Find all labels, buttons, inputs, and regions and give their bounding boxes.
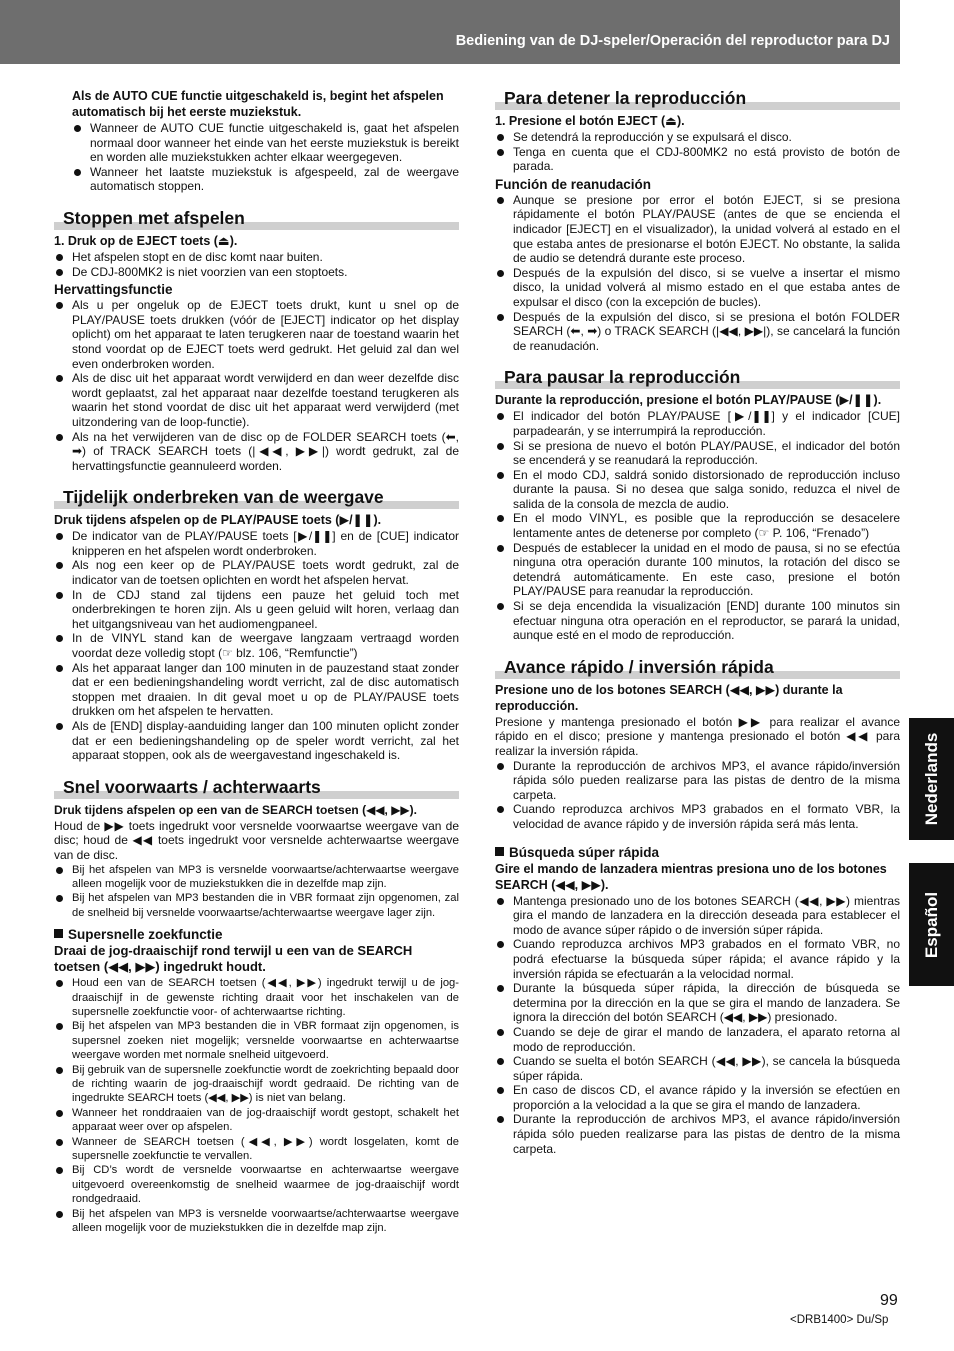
list-item: Después de establecer la unidad en el modo de pausa, si no se efectúa ninguna otra operación durante 100 minutos, la rotación del disco se detendrá automáticamente. En este caso, presione el botón PLAY/PAUSE para reanudar la reproducción. — [495, 541, 900, 599]
intro-heading: Als de AUTO CUE functie uitgeschakeld is, begint het afspelen automatisch bij het eerste muziekstuk. — [72, 89, 444, 119]
list-item: En el modo VINYL, es posible que la reproducción se desacelere lentamente antes de detenerse por completo (☞ P. 106, “Frenado”) — [495, 511, 900, 540]
section-title: Para detener la reproducción — [495, 88, 900, 110]
step: Druk tijdens afspelen op een van de SEARCH toetsen (◀◀, ▶▶). — [54, 802, 417, 817]
list-item: Si se presiona de nuevo el botón PLAY/PAUSE, el indicador del botón se encenderá y se reanudará la reproducción. — [495, 439, 900, 468]
list-item: Si se deja encendida la visualización [END] durante 100 minutos sin efectuar ninguna otra operación en el reproductor, se parará la unidad, aunque esté en el modo de reproducción. — [495, 599, 900, 643]
column-spanish — [495, 88, 900, 1156]
document-code: <DRB1400> Du/Sp — [790, 1314, 889, 1326]
list-item: Bij CD’s wordt de versnelde voorwaartse en achterwaartse weergave uitgevoerd overeenkomstig de snelheid waarmee de jog-draaischijf wordt rondgedraaid. — [54, 1163, 459, 1206]
side-tab-label: Nederlands — [921, 732, 941, 826]
list-item: Als de [END] display-aanduiding langer dan 100 minuten oplicht zonder dat er een bedieningshandeling op de speler wordt verricht, zal het apparaat stoppen, ook als de weergavestand ingeschakeld is. — [54, 719, 459, 763]
list-item: Durante la reproducción de archivos MP3, el avance rápido/inversión rápida sólo pueden realizarse para las pistas de dentro de la misma carpeta. — [495, 1112, 900, 1156]
list-item: Tenga en cuenta que el CDJ-800MK2 no está provisto de botón de parada. — [495, 145, 900, 174]
list-item: Wanneer de SEARCH toetsen (◀◀, ▶▶) wordt losgelaten, komt de supersnelle zoekfunctie te vervallen. — [54, 1135, 459, 1164]
list-item: Als nog een keer op de PLAY/PAUSE toets wordt gedrukt, zal de indicator van de toetsen oplichten en wordt het afspelen hervat. — [54, 558, 459, 587]
list-item: Bij het afspelen van MP3 is versnelde voorwaartse/achterwaartse weergave alleen mogelijk voor de muziekstukken die in dezelfde map zijn. — [54, 1207, 459, 1236]
list-item: En el modo CDJ, saldrá sonido distorsionado de reproducción incluso durante la pausa. Si no desea que salga sonido, reduzca el nivel de salida de la consola de mezcla de audio. — [495, 468, 900, 512]
list-item: Als het apparaat langer dan 100 minuten in de pauzestand staat zonder dat er een bedieningshandeling wordt verricht, zal de disc automatisch stoppen met draaien. In dit geval moet u op de PLAY/PAUSE toets drukken om het afspelen te hervatten. — [54, 661, 459, 719]
section-pause-nl — [54, 487, 459, 763]
list-item: Se detendrá la reproducción y se expulsará el disco. — [495, 130, 900, 145]
step: Druk tijdens afspelen op de PLAY/PAUSE toets (▶/❚❚). — [54, 513, 382, 528]
step: 1. Presione el botón EJECT (⏏). — [495, 114, 685, 128]
step: Presione uno de los botones SEARCH (◀◀, ▶▶) durante la reproducción. — [495, 682, 843, 713]
list-item: Bij het afspelen van MP3 is versnelde voorwaartse/achterwaartse weergave alleen mogelijk voor de muziekstukken die in dezelfde map zijn. — [54, 863, 459, 892]
section-title: Snel voorwaarts / achterwaarts — [54, 777, 459, 799]
list-item: Bij het afspelen van MP3 bestanden die in VBR formaat zijn opgenomen, zal de snelheid bij versnelde voorwaartse/achterwaartse weergave lager zijn. — [54, 891, 459, 920]
section-pause-es — [495, 367, 900, 643]
header-title: Bediening van de DJ-speler/Operación del reproductor para DJ — [455, 33, 890, 49]
list-item: Mantenga presionado uno de los botones SEARCH (◀◀, ▶▶) mientras gira el mando de lanzadera en la dirección deseada para establecer el modo de avance súper rápido o de inversión súper rápida. — [495, 894, 900, 938]
list-item: Wanneer het laatste muziekstuk is afgespeeld, zal de weergave automatisch stoppen. — [72, 165, 459, 194]
paragraph: Presione y mantenga presionado el botón ▶▶ para realizar el avance rápido en el disco; presione y mantenga presionado el botón ◀◀ para realizar la inversión rápida. — [495, 714, 900, 758]
subheading: Supersnelle zoekfunctie — [54, 926, 459, 943]
list-item: In de CDJ stand zal tijdens een pauze het geluid toch met onderbrekingen te horen zijn. Als u geen geluid wilt horen, verlaag dan het uitgangsniveau van het audiomengpaneel. — [54, 588, 459, 632]
section-title: Avance rápido / inversión rápida — [495, 657, 900, 679]
list-item: Durante la reproducción de archivos MP3, el avance rápido/inversión rápida sólo pueden realizarse para las pistas de dentro de la misma carpeta. — [495, 759, 900, 803]
list-item: De indicator van de PLAY/PAUSE toets [▶/❚❚] en de [CUE] indicator knipperen en het afspelen wordt onderbroken. — [54, 529, 459, 558]
list-item: Cuando se deje de girar el mando de lanzadera, el aparato retorna al modo de reproducción. — [495, 1025, 900, 1054]
section-title: Para pausar la reproducción — [495, 367, 900, 389]
section-ff-nl — [54, 777, 459, 1236]
list-item: Wanneer het ronddraaien van de jog-draaischijf wordt gestopt, schakelt het apparaat weer over op afspelen. — [54, 1106, 459, 1135]
list-item: Bij gebruik van de supersnelle zoekfunctie wordt de zoekrichting bepaald door de richting waarin de jog-draaischijf wordt gedraaid. De richting van de ingedrukte SEARCH toets (◀◀, ▶▶) is niet van belang. — [54, 1063, 459, 1106]
side-tab-espanol — [909, 863, 954, 986]
subheading: Función de reanudación — [495, 176, 652, 192]
list-item: De CDJ-800MK2 is niet voorzien van een stoptoets. — [54, 265, 459, 280]
list-item: Durante la búsqueda súper rápida, la dirección de búsqueda se determina por la dirección en la que se gira el mando de lanzadera. Se ignora la dirección del botón SEARCH (◀◀, ▶▶) presionado. — [495, 981, 900, 1025]
list-item: En caso de discos CD, el avance rápido y la inversión se efectúen en proporción a la velocidad a la que se gira el mando de lanzadera. — [495, 1083, 900, 1112]
list-item: El indicador del botón PLAY/PAUSE [▶/❚❚] y el indicador [CUE] parpadearán, y se interrumpirá la reproducción. — [495, 409, 900, 438]
list-item: Wanneer de AUTO CUE functie uitgeschakeld is, gaat het afspelen normaal door wanneer het einde van het eerste muziekstuk is bereikt en worden alle muziekstukken achter elkaar weergegeven. — [72, 121, 459, 165]
list-item: Después de la expulsión del disco, si se vuelve a insertar el mismo disco, la unidad volverá al mismo estado en el que estaba antes de expulsar el disco (con la excepción de bucles). — [495, 266, 900, 310]
step: 1. Druk op de EJECT toets (⏏). — [54, 233, 238, 248]
column-dutch — [54, 88, 459, 1236]
list-item: Bij het afspelen van MP3 bestanden die in VBR formaat zijn opgenomen, is supersnel zoeken niet mogelijk; versnelde voorwaartse en achterwaartse weergave worden met normale snelheid uitgevoerd. — [54, 1019, 459, 1062]
list-item: In de VINYL stand kan de weergave langzaam vertraagd worden voordat deze volledig stopt (☞ blz. 106, “Remfunctie”) — [54, 631, 459, 660]
list-item: Als u per ongeluk op de EJECT toets drukt, kunt u snel op de PLAY/PAUSE toets drukken (vóór de [EJECT] indicator op het display oplicht) om het apparaat te laten terugkeren naar de toestand waarin het stond voordat op de EJECT toets werd gedrukt. Het geluid zal dan wel even onderbroken worden. — [54, 298, 459, 371]
list-item: Als na het verwijderen van de disc op de FOLDER SEARCH toets (⬅, ➡) of TRACK SEARCH toets (|◀◀, ▶▶|) wordt gedrukt, zal de hervattingsfunctie geannuleerd worden. — [54, 430, 459, 474]
section-title: Stoppen met afspelen — [54, 208, 459, 230]
section-stop-es — [495, 88, 900, 353]
section-title: Tijdelijk onderbreken van de weergave — [54, 487, 459, 509]
paragraph: Houd de ▶▶ toets ingedrukt voor versnelde voorwaartse weergave van de disc; houd de ◀◀ toets ingedrukt voor versnelde achterwaartse weergave van de disc. — [54, 818, 459, 862]
list-item: Het afspelen stopt en de disc komt naar buiten. — [54, 250, 459, 265]
list-item: Cuando reproduzca archivos MP3 grabados en el formato VBR, no podrá efectuarse la búsqueda súper rápida; el avance rápido y la inversión rápida se efectuarán a la velocidad normal. — [495, 937, 900, 981]
list-item: Cuando se suelta el botón SEARCH (◀◀, ▶▶), se cancela la búsqueda súper rápida. — [495, 1054, 900, 1083]
subheading: Hervattingsfunctie — [54, 282, 173, 298]
step: Durante la reproducción, presione el botón PLAY/PAUSE (▶/❚❚). — [495, 393, 882, 408]
section-stop-nl — [54, 208, 459, 473]
list-item: Después de la expulsión del disco, si se presiona el botón FOLDER SEARCH (⬅, ➡) o TRACK SEARCH (|◀◀, ▶▶|), se cancelará la función de reanudación. — [495, 310, 900, 354]
list-item: Als de disc uit het apparaat wordt verwijderd en dan weer dezelfde disc wordt geplaatst, zal het apparaat naar dezelfde toestand terugkeren als waarin het stond voordat de disc uit het apparaat werd verwijderd (met uitzondering van de loop-functie). — [54, 371, 459, 429]
side-tab-label: Español — [921, 891, 941, 958]
list-item: Cuando reproduzca archivos MP3 grabados en el formato VBR, la velocidad de avance rápido y de inversión rápida será más lenta. — [495, 802, 900, 831]
page-header — [0, 0, 900, 64]
step: Draai de jog-draaischijf rond terwijl u een van de SEARCH toetsen (◀◀, ▶▶) ingedrukt houdt. — [54, 943, 413, 975]
step: Gire el mando de lanzadera mientras presiona uno de los botones SEARCH (◀◀, ▶▶). — [495, 861, 887, 892]
subheading: Búsqueda súper rápida — [495, 844, 900, 861]
list-item: Aunque se presione por error el botón EJECT, si se presiona rápidamente el botón PLAY/PAUSE (antes de que se encienda el indicador [EJECT] en el visualizador), la unidad volverá al estado en el que estaba antes de presionarse el botón EJECT. No obstante, la salida de audio se detendrá durante este proceso. — [495, 193, 900, 266]
page-number: 99 — [880, 1292, 898, 1309]
side-tab-nederlands — [909, 718, 954, 840]
intro-bullets — [54, 121, 459, 194]
section-ff-es — [495, 657, 900, 1156]
list-item: Houd een van de SEARCH toetsen (◀◀, ▶▶) ingedrukt terwijl u de jog-draaischijf in de gewenste richting draait voor het inschakelen van de supersnelle zoekfunctie voor- of achterwaartse richting. — [54, 976, 459, 1019]
